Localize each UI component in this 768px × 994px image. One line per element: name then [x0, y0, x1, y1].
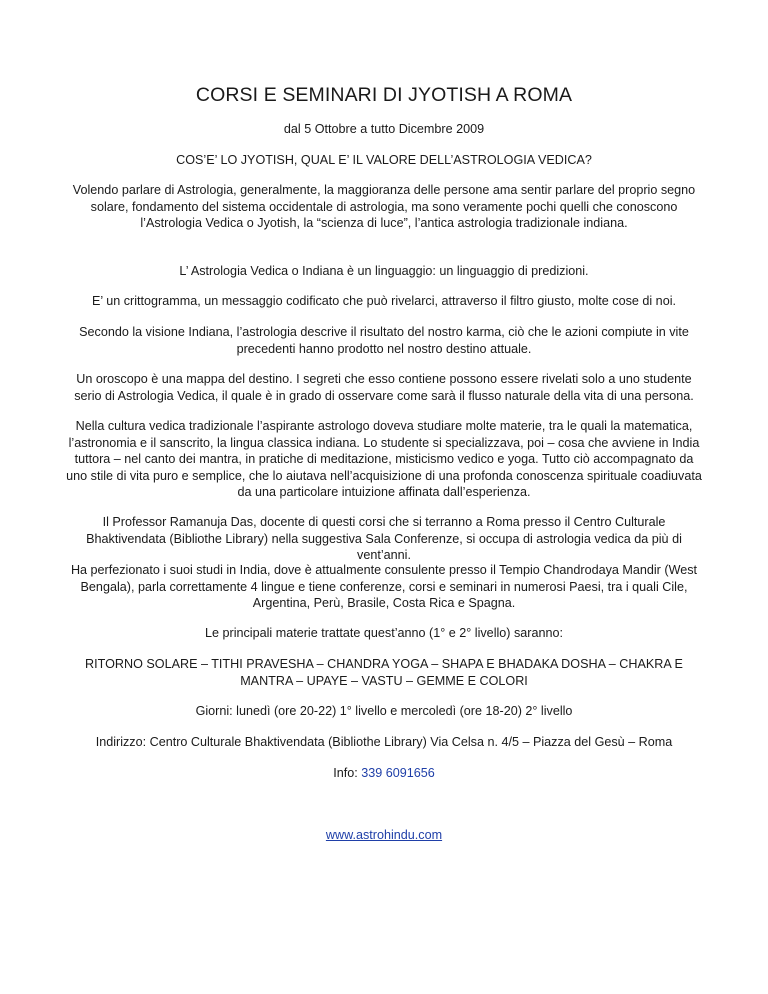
website-link[interactable]: www.astrohindu.com — [325, 828, 443, 842]
paragraph-cryptogram: E’ un crittogramma, un messaggio codificato che può rivelarci, attraverso il filtro giusto, molte cose di noi. — [91, 294, 676, 308]
info-line — [70, 765, 698, 782]
paragraph-language: L’ Astrologia Vedica o Indiana è un linguaggio: un linguaggio di predizioni. — [179, 264, 589, 278]
info-label: Info: — [333, 766, 362, 780]
subjects-list: RITORNO SOLARE – TITHI PRAVESHA – CHANDRA YOGA – SHAPA E BHADAKA DOSHA – CHAKRA E MANTRA – UPAYE – VASTU – GEMME E COLORI — [85, 657, 683, 688]
paragraph-karma: Secondo la visione Indiana, l’astrologia descrive il risultato del nostro karma, ciò che le azioni compiute in vite precedenti hanno prodotto nel nostro destino attuale. — [79, 325, 689, 356]
address: Indirizzo: Centro Culturale Bhaktivendata (Bibliothe Library) Via Celsa n. 4/5 – Piazza del Gesù – Roma — [95, 735, 673, 749]
paragraph-studies: Ha perfezionato i suoi studi in India, dove è attualmente consulente presso il Tempio Chandrodaya Mandir (West Bengala), parla correttamente 4 lingue e tiene conferenze, corsi e seminari in numerosi Paesi, tra i quali Cile, Argentina, Perù, Brasile, Costa Rica e Spagna. — [70, 563, 698, 610]
schedule: Giorni: lunedì (ore 20-22) 1° livello e mercoledì (ore 18-20) 2° livello — [195, 704, 573, 718]
paragraph-intro: Volendo parlare di Astrologia, generalmente, la maggioranza delle persone ama sentir parlare del proprio segno solare, fondamento del sistema occidentale di astrologia, ma sono veramente pochi quelli che conoscono l’Astrologia Vedica o Jyotish, la “scienza di luce”, l’antica astrologia tradizionale indiana. — [72, 183, 696, 230]
info-phone[interactable]: 339 6091656 — [361, 766, 435, 780]
course-dates: dal 5 Ottobre a tutto Dicembre 2009 — [283, 122, 485, 136]
website-line — [70, 827, 698, 844]
subjects-intro: Le principali materie trattate quest’anno (1° e 2° livello) saranno: — [205, 626, 563, 640]
section-question: COS’E’ LO JYOTISH, QUAL E’ IL VALORE DELL’ASTROLOGIA VEDICA? — [176, 153, 592, 167]
paragraph-horoscope: Un oroscopo è una mappa del destino. I segreti che esso contiene possono essere rivelati solo a uno studente serio di Astrologia Vedica, il quale è in grado di osservare come sarà il flusso naturale della vita di una persona. — [74, 372, 694, 403]
paragraph-professor: Il Professor Ramanuja Das, docente di questi corsi che si terranno a Roma presso il Centro Culturale Bhaktivendata (Bibliothe Library) nella suggestiva Sala Conferenze, si occupa di astrologia vedica da più di vent’anni. — [86, 515, 682, 562]
paragraph-tradition: Nella cultura vedica tradizionale l’aspirante astrologo doveva studiare molte materie, tra le quali la matematica, l’astronomia e il sanscrito, la lingua classica indiana. Lo studente si specializzava, poi – cosa che avviene in India tuttora – nel canto dei mantra, in pratiche di meditazione, misticismo vedico e yoga. Tutto ciò accompagnato da uno stile di vita puro e semplice, che lo aiutava nell’acquisizione di una profonda conoscenza spirituale coadiuvata da una particolare intuizione affinata dall’esperienza. — [66, 419, 702, 499]
page-title: CORSI E SEMINARI DI JYOTISH A ROMA — [195, 84, 573, 106]
